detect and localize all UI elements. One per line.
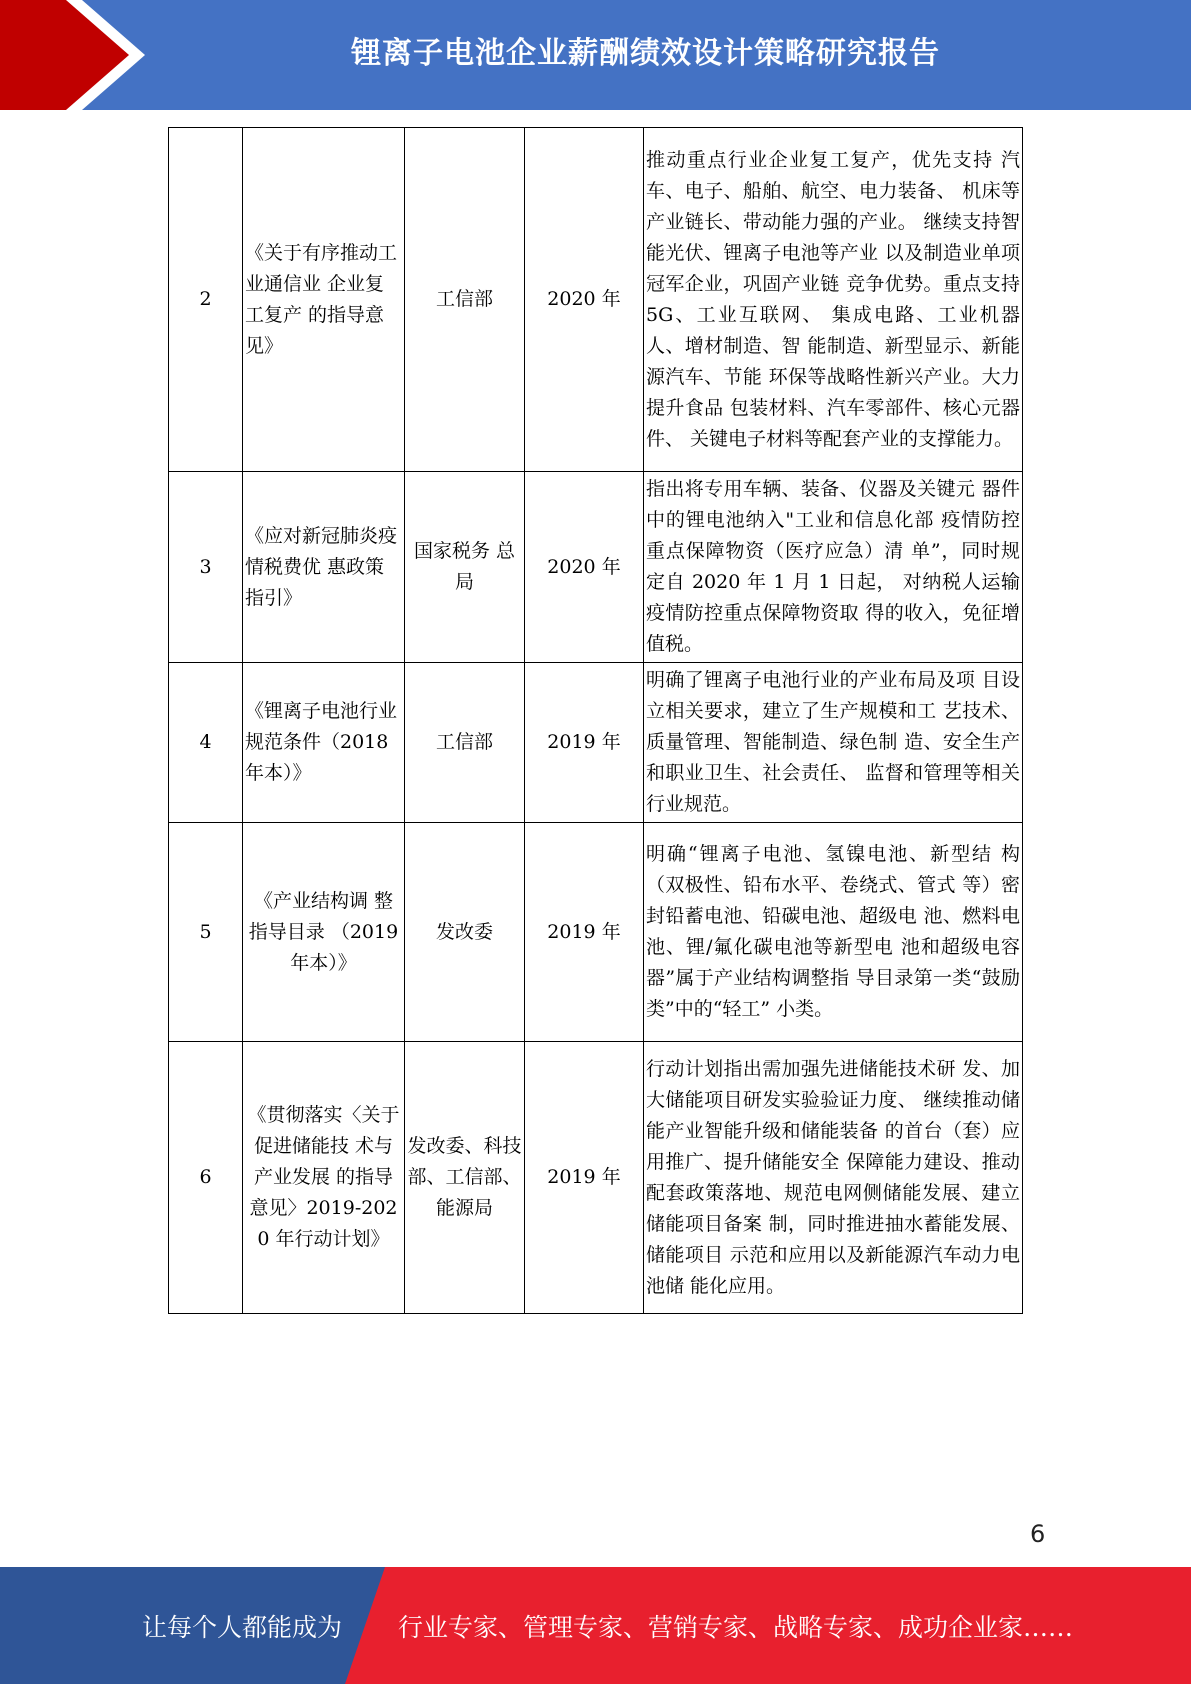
policy-name (243, 128, 405, 472)
issue-year: 2019 年 (525, 663, 644, 823)
policy-name (243, 472, 405, 663)
policy-description: 明确了锂离子电池行业的产业布局及项 目设立相关要求，建立了生产规模和工 艺技术、质量管理、智能制造、绿色制 造、安全生产和职业卫生、社会责任、 监督和管理等相关行业规范。 (644, 663, 1023, 823)
row-number: 5 (169, 823, 243, 1042)
row-number: 3 (169, 472, 243, 663)
table-row (169, 472, 1023, 663)
row-number: 4 (169, 663, 243, 823)
table-row (169, 1042, 1023, 1314)
policy-description: 明确“锂离子电池、氢镍电池、新型结 构（双极性、铅布水平、卷绕式、管式 等）密封铅蓄电池、铅碳电池、超级电 池、燃料电池、锂/氟化碳电池等新型电 池和超级电容器”属于产业结构调整指 导目录第一类“鼓励类”中的“轻工” 小类。 (644, 823, 1023, 1042)
row-number: 6 (169, 1042, 243, 1314)
page-number: 6 (1030, 1520, 1046, 1548)
policy-name-text: 《产业结构调 整指导目录 （2019 年本）》 (248, 889, 399, 974)
page-footer (0, 1567, 1191, 1684)
issuing-department: 发改委 (405, 823, 525, 1042)
footer-slogan-right: 行业专家、管理专家、营销专家、战略专家、成功企业家…… (398, 1612, 1074, 1642)
policy-name (243, 663, 405, 823)
issuing-department: 工信部 (405, 663, 525, 823)
policy-name-text: 《应对新冠肺炎疫情税费优 惠政策指引》 (245, 524, 398, 609)
table-row (169, 663, 1023, 823)
issue-year: 2020 年 (525, 128, 644, 472)
policy-description: 推动重点行业企业复工复产，优先支持 汽车、电子、船舶、航空、电力装备、 机床等产业链长、带动能力强的产业。 继续支持智能光伏、锂离子电池等产业 以及制造业单项冠军企业，巩固产业链 竞争优势。重点支持 5G、工业互联网、 集成电路、工业机器人、增材制造、智 能制造、新型显示、新能源汽车、节能 环保等战略性新兴产业。大力提升食品 包装材料、汽车零部件、核心元器件、 关键电子材料等配套产业的支撑能力。 (644, 128, 1023, 472)
issuing-department: 国家税务 总局 (405, 472, 525, 663)
table-row (169, 823, 1023, 1042)
policy-description: 行动计划指出需加强先进储能技术研 发、加大储能项目研发实验验证力度、 继续推动储能产业智能升级和储能装备 的首台（套）应用推广、提升储能安全 保障能力建设、推动配套政策落地、规范电网侧储能发展、建立储能项目备案 制，同时推进抽水蓄能发展、储能项目 示范和应用以及新能源汽车动力电池储 能化应用。 (644, 1042, 1023, 1314)
issuing-department: 工信部 (405, 128, 525, 472)
issue-year: 2019 年 (525, 1042, 644, 1314)
footer-slogan-left: 让每个人都能成为 (142, 1612, 343, 1642)
policy-name-text: 《锂离子电池行业规范条件（2018 年本）》 (245, 700, 398, 784)
table-row (169, 128, 1023, 472)
page-header (0, 0, 1191, 110)
policy-table (168, 127, 1023, 1314)
policy-description: 指出将专用车辆、装备、仪器及关键元 器件中的锂电池纳入"工业和信息化部 疫情防控重点保障物资（医疗应急）清 单”，同时规定自 2020 年 1 月 1 日起， 对纳税人运输疫情防控重点保障物资取 得的收入，免征增值税。 (644, 472, 1023, 663)
issuing-department: 发改委、科技部、工信部、能源局 (405, 1042, 525, 1314)
policy-name (243, 1042, 405, 1314)
header-title: 锂离子电池企业薪酬绩效设计策略研究报告 (351, 36, 940, 71)
policy-name-text: 《关于有序推动工业通信业 企业复工复产 的指导意见》 (245, 241, 398, 357)
policy-name (243, 823, 405, 1042)
row-number: 2 (169, 128, 243, 472)
issue-year: 2020 年 (525, 472, 644, 663)
policy-name-text: 《贯彻落实〈关于促进储能技 术与产业发展 的指导意见〉2019-2020 年行动计划》 (247, 1104, 400, 1250)
issue-year: 2019 年 (525, 823, 644, 1042)
